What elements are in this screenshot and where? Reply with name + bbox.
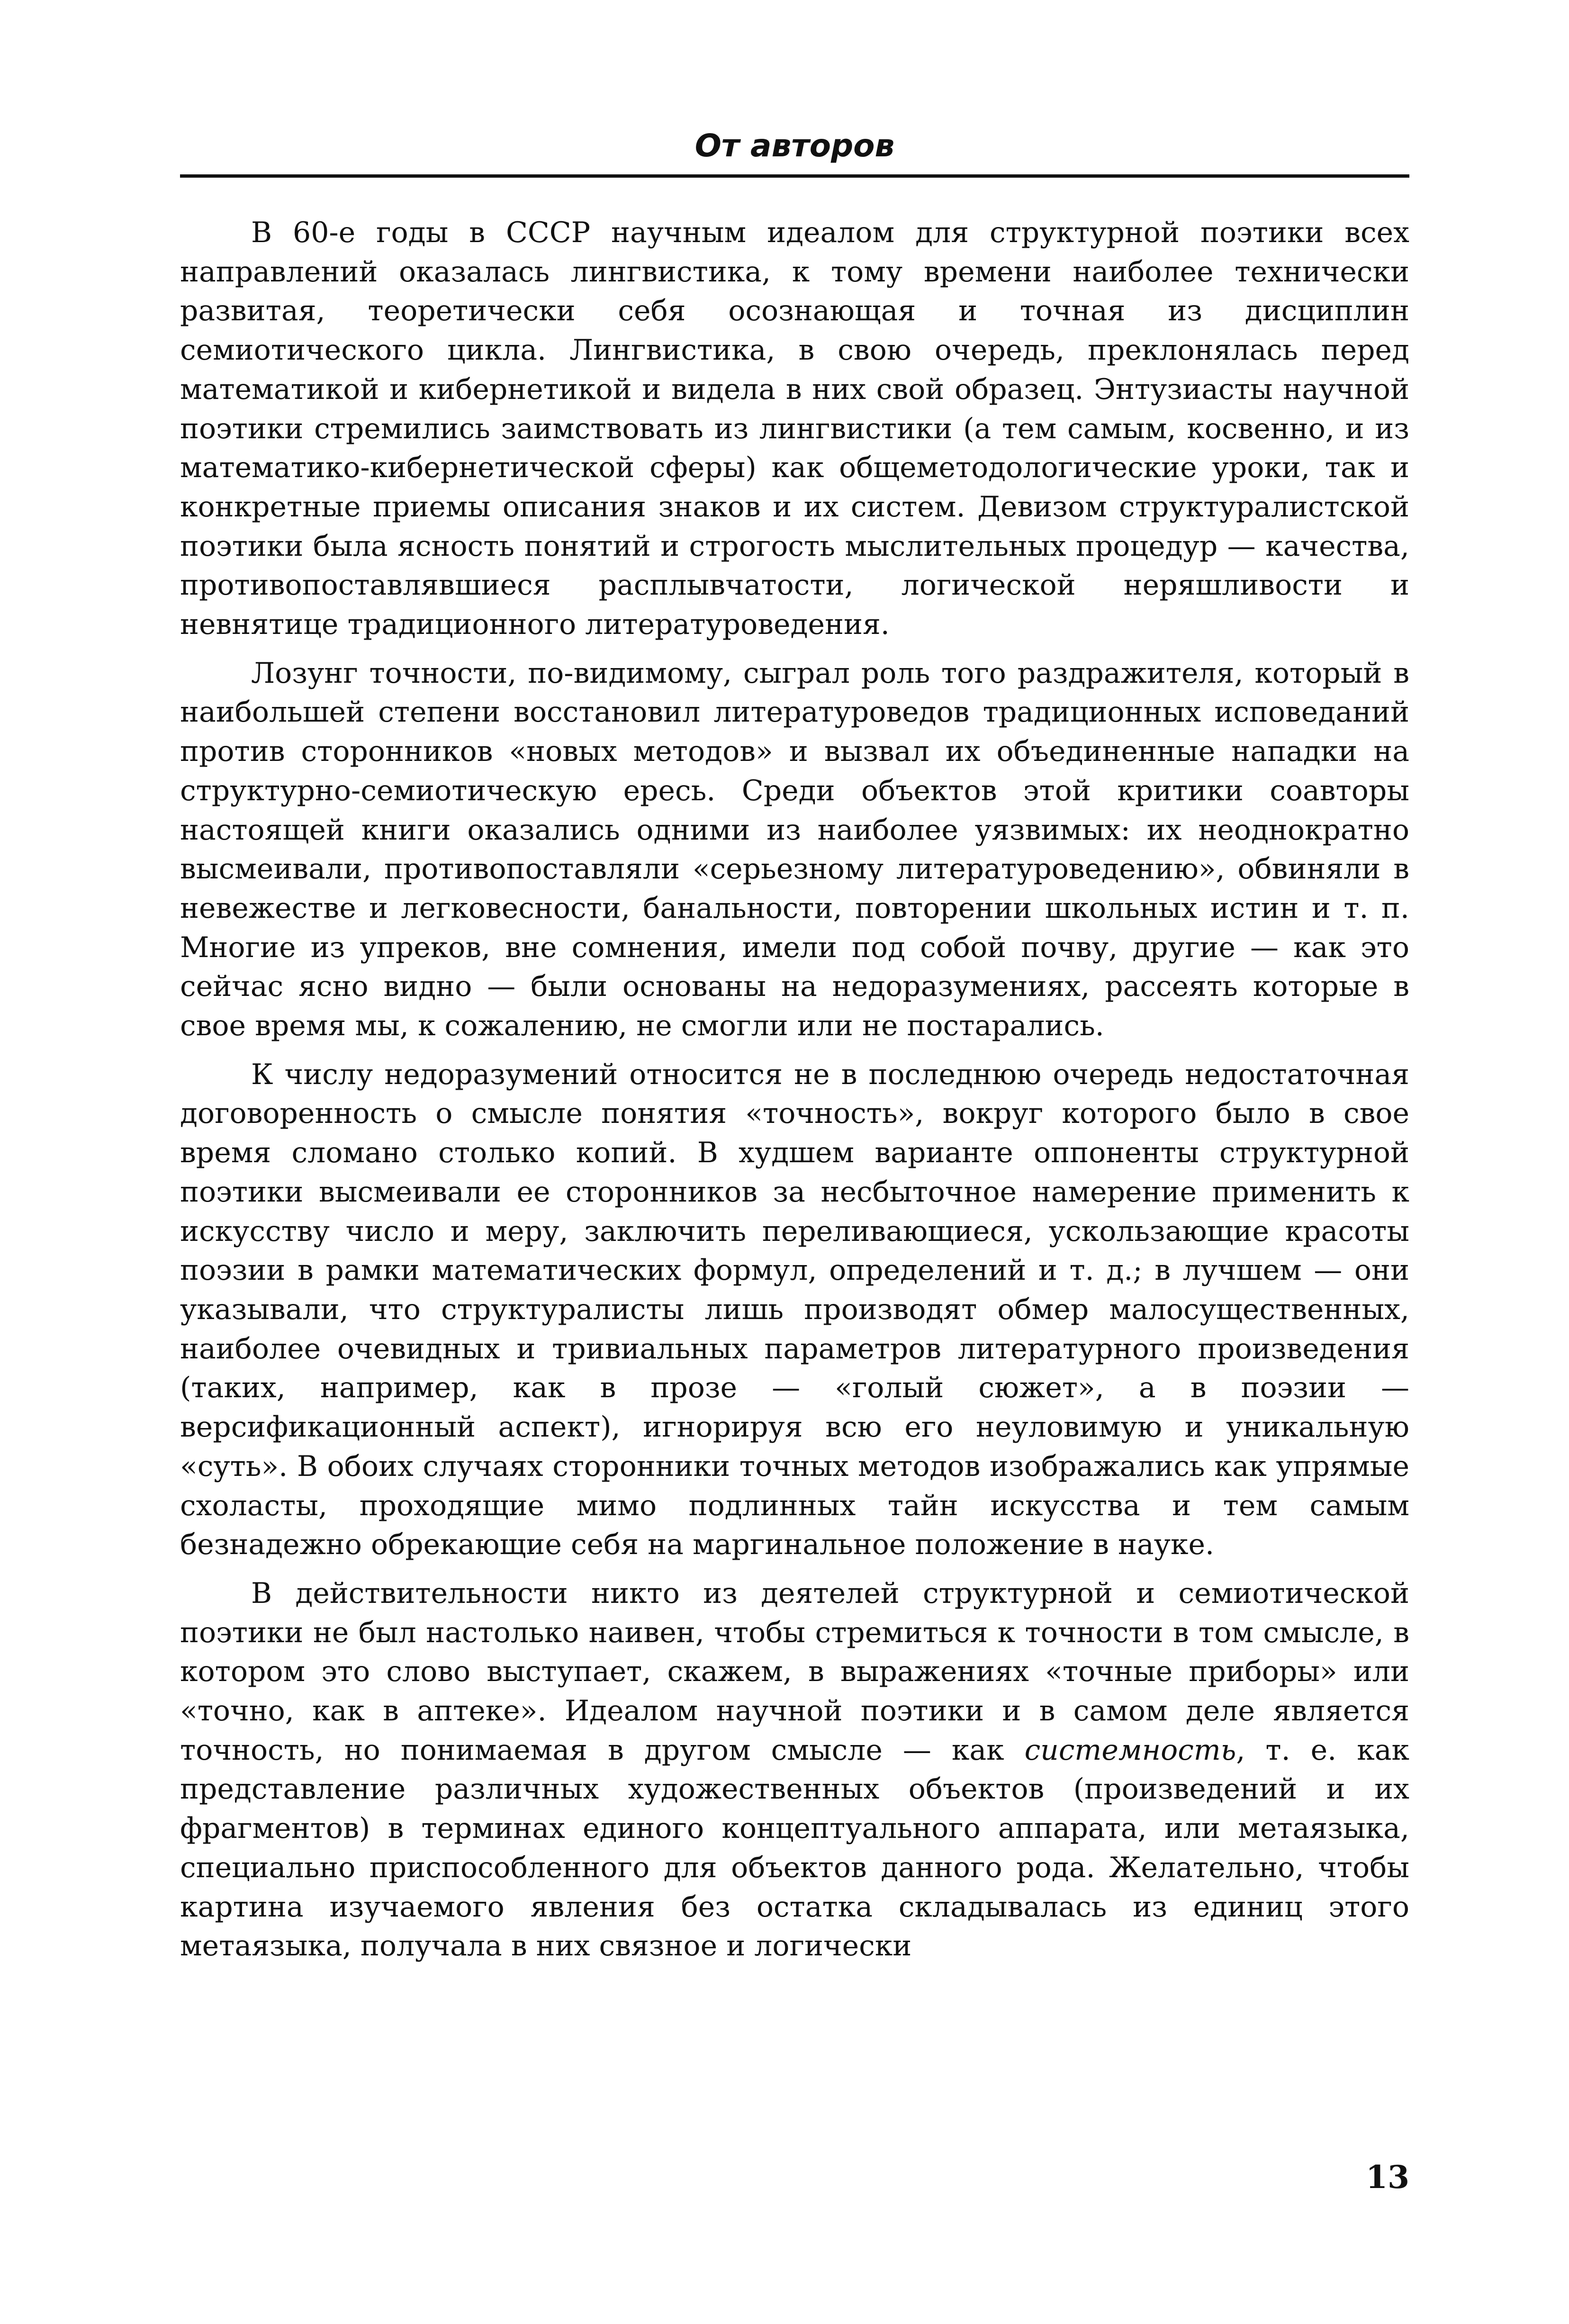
paragraph-4-lead: В действительности никто из деятелей структурной и семиотической поэтики не был настолько наивен, чтобы стремиться к точности в том смысле, в котором это слово выступает, скажем, в выражениях «точные приборы» или «точно, как в аптеке». Идеалом научной поэтики и в самом деле является точность, но понимаемая в другом смысле — как (180, 1576, 1409, 1767)
body-text (180, 213, 1409, 1966)
paragraph-4-emphasis: системность (1024, 1733, 1236, 1767)
paragraph-3: К числу недоразумений относится не в последнюю очередь недостаточная договоренность о смысле понятия «точность», вокруг которого было в свое время сломано столько копий. В худшем варианте оппоненты структурной поэтики высмеивали ее сторонников за несбыточное намерение применить к искусству число и меру, заключить переливающиеся, ускользающие красоты поэзии в рамки математических формул, определений и т. д.; в лучшем — они указывали, что структуралисты лишь производят обмер малосущественных, наиболее очевидных и тривиальных параметров литературного произведения (таких, например, как в прозе — «голый сюжет», а в поэзии — версификационный аспект), игнорируя всю его неуловимую и уникальную «суть». В обоих случаях сторонники точных методов изображались как упрямые схоласты, проходящие мимо подлинных тайн искусства и тем самым безнадежно обрекающие себя на маргинальное положение в науке. (180, 1058, 1409, 1562)
paragraph-4-tail: , т. е. как представление различных художественных объектов (произведений и их фрагментов) в терминах единого концептуального аппарата, или метаязыка, специально приспособленного для объектов данного рода. Желательно, чтобы картина изучаемого явления без остатка складывалась из единиц этого метаязыка, получала в них связное и логически (180, 1733, 1410, 1963)
running-head: От авторов (694, 127, 895, 164)
header-rule (180, 174, 1409, 178)
paragraph-4 (180, 1574, 1409, 1966)
page-number: 13 (1366, 2159, 1409, 2196)
paragraph-1: В 60-е годы в СССР научным идеалом для структурной поэтики всех направлений оказалась лингвистика, к тому времени наиболее технически развитая, теоретически себя осознающая и точная из дисциплин семиотического цикла. Лингвистика, в свою очередь, преклонялась перед математикой и кибернетикой и видела в них свой образец. Энтузиасты научной поэтики стремились заимствовать из лингвистики (а тем самым, косвенно, и из математико-кибернетической сферы) как общеметодологические уроки, так и конкретные приемы описания знаков и их систем. Девизом структуралистской поэтики была ясность понятий и строгость мыслительных процедур — качества, противопоставлявшиеся расплывчатости, логической неряшливости и невнятице традиционного литературоведения. (180, 216, 1409, 642)
paragraph-2: Лозунг точности, по-видимому, сыграл роль того раздражителя, который в наибольшей степени восстановил литературоведов традиционных исповеданий против сторонников «новых методов» и вызвал их объединенные нападки на структурно-семиотическую ересь. Среди объектов этой критики соавторы настоящей книги оказались одними из наиболее уязвимых: их неоднократно высмеивали, противопоставляли «серьезному литературоведению», обвиняли в невежестве и легковесности, банальности, повторении школьных истин и т. п. Многие из упреков, вне сомнения, имели под собой почву, другие — как это сейчас ясно видно — были основаны на недоразумениях, рассеять которые в свое время мы, к сожалению, не смогли или не постарались. (180, 656, 1409, 1043)
